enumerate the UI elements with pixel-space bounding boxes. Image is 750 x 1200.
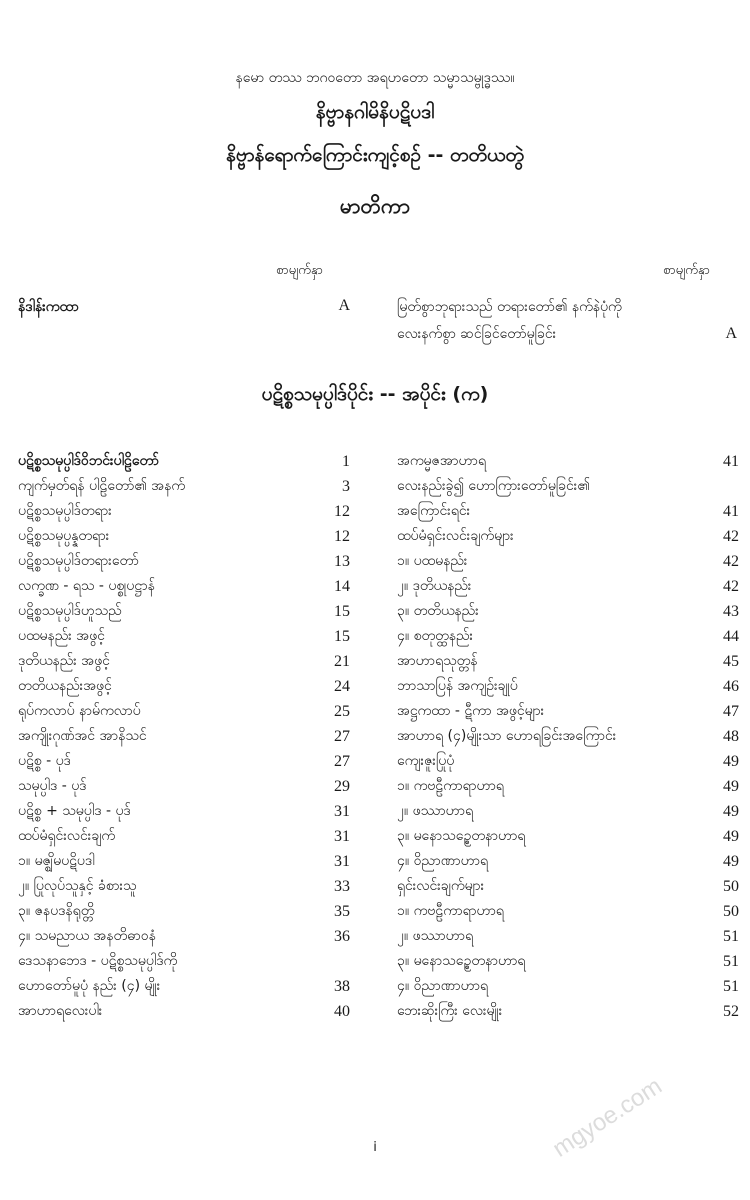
toc-entry: [18, 624, 350, 649]
toc-entry: [397, 724, 739, 749]
toc-entry-label: ပဋိစ္စသမုပ္ပါဒ်တရားတော်: [18, 553, 139, 569]
intro-right-line1: မြတ်စွာဘုရားသည် တရားတော်၏ နက်နဲပုံကို: [397, 299, 622, 315]
toc-entry-page: 31: [334, 803, 350, 820]
toc-entry-label: ကျေးဇူးပြုပုံ: [397, 753, 455, 769]
toc-entry-label: ရှင်းလင်းချက်များ: [397, 878, 485, 894]
intro-entry: [18, 297, 350, 322]
toc-entry: [397, 699, 739, 724]
contents-heading: မာတိကာ: [339, 194, 411, 218]
toc-entry-page: 25: [334, 703, 350, 720]
toc-entry-page: 51: [723, 953, 739, 970]
toc-entry-page: 3: [342, 478, 350, 495]
footer-page-number: i: [373, 1140, 377, 1155]
page-column-label-right: စာမျက်နှာ: [663, 263, 710, 278]
toc-entry-label: ၂။ ဒုတိယနည်း: [397, 578, 472, 594]
toc-entry-page: 50: [723, 903, 739, 920]
toc-entry-label: ရုပ်ကလာပ် နာမ်ကလာပ်: [18, 703, 141, 719]
toc-entry-label: ၄။ သမညာယ အနတိဓာဝနံ: [18, 928, 156, 944]
toc-entry-label: ဘာသာပြန် အကျဉ်းချုပ်: [397, 678, 518, 694]
toc-entry: [18, 949, 350, 974]
toc-entry-page: 36: [334, 928, 350, 945]
toc-entry-page: 44: [723, 628, 739, 645]
toc-entry-label: ၃။ မနောသဉ္စေတနာဟာရ: [397, 828, 526, 844]
intro-page: A: [338, 297, 350, 314]
toc-entry: [397, 499, 739, 524]
intro-right-entry: [397, 297, 737, 347]
toc-entry: [18, 899, 350, 924]
toc-entry-label: ပဋိစ္စသမုပ္ပန္နတရား: [18, 528, 110, 544]
section-heading: ပဋိစ္စသမုပ္ပါဒ်ပိုင်း -- အပိုင်း (က): [261, 383, 489, 405]
toc-entry: [397, 449, 739, 474]
toc-entry-page: 51: [723, 978, 739, 995]
toc-entry-page: 15: [334, 603, 350, 620]
toc-entry-page: 43: [723, 603, 739, 620]
toc-entry: [397, 599, 739, 624]
toc-entry-page: 29: [334, 778, 350, 795]
toc-entry: [18, 674, 350, 699]
toc-entry-label: ၁။ ပထမနည်း: [397, 553, 468, 569]
toc-entry-label: ၄။ ဝိညာဏာဟာရ: [397, 853, 489, 869]
toc-entry: [397, 574, 739, 599]
toc-entry-label: အဋ္ဌကထာ - ဋီကာ အဖွင့်များ: [397, 703, 545, 719]
toc-entry-page: 49: [723, 753, 739, 770]
toc-entry-page: 45: [723, 653, 739, 670]
toc-entry-label: ပဋိစ္စသမုပ္ပါဒ်ဟူသည်: [18, 603, 122, 619]
toc-entry-label: တတိယနည်းအဖွင့်: [18, 678, 112, 694]
toc-entry-page: 24: [334, 678, 350, 695]
toc-entry-label: လက္ခဏ - ရသ - ပစ္စုပဋ္ဌာန်: [18, 578, 155, 594]
toc-entry: [18, 849, 350, 874]
toc-entry-page: 42: [723, 578, 739, 595]
toc-entry: [397, 549, 739, 574]
toc-entry-label: ပဋိစ္စ + သမုပ္ပါဒ - ပုဒ်: [18, 803, 131, 819]
toc-entry-page: 27: [334, 753, 350, 770]
toc-entry-page: 35: [334, 903, 350, 920]
toc-entry-label: ဒုတိယနည်း အဖွင့်: [18, 653, 110, 669]
toc-entry: [18, 649, 350, 674]
toc-entry-label: ပဋိစ္စသမုပ္ပါဒ်တရား: [18, 503, 112, 519]
toc-entry-label: ပဋိစ္စ - ပုဒ်: [18, 753, 71, 769]
toc-entry: [18, 774, 350, 799]
toc-entry: [397, 849, 739, 874]
toc-entry-page: 46: [723, 678, 739, 695]
toc-entry-label: အကမ္မဇအာဟာရ: [397, 453, 486, 469]
toc-entry-label: ထပ်မံရှင်းလင်းချက်များ: [397, 528, 514, 544]
toc-entry: [18, 474, 350, 499]
toc-entry: [18, 699, 350, 724]
toc-entry-page: 38: [334, 978, 350, 995]
toc-entry: [18, 549, 350, 574]
toc-entry-page: 49: [723, 853, 739, 870]
toc-entry-label: အကျိုးဂုဏ်အင် အာနိသင်: [18, 728, 147, 744]
toc-entry: [18, 874, 350, 899]
toc-entry: [18, 749, 350, 774]
toc-entry-label: ၄။ ဝိညာဏာဟာရ: [397, 978, 489, 994]
book-title: နိဗ္ဗာနဂါမိနိပဋိပဒါ: [315, 101, 435, 123]
toc-entry-label: လေးနည်းခွဲ၍ ဟောကြားတော်မူခြင်း၏: [397, 478, 590, 494]
toc-entry: [18, 974, 350, 999]
toc-entry-label: ဒေသနာဘေဒ - ပဋိစ္စသမုပ္ပါဒ်ကို: [18, 953, 178, 969]
toc-entry: [397, 799, 739, 824]
toc-entry-page: 47: [723, 703, 739, 720]
toc-entry-page: 49: [723, 778, 739, 795]
toc-entry: [397, 999, 739, 1024]
toc-entry-label: ၂။ ဖဿာဟာရ: [397, 803, 474, 819]
intro-right-line2: လေးနက်စွာ ဆင်ခြင်တော်မူခြင်း: [397, 326, 557, 342]
book-subtitle: နိဗ္ဗာန်ရောက်ကြောင်းကျင့်စဉ် -- တတိယတွဲ: [226, 144, 524, 166]
toc-entry-label: ၃။ တတိယနည်း: [397, 603, 479, 619]
toc-entry-page: 21: [334, 653, 350, 670]
toc-entry-page: 31: [334, 853, 350, 870]
toc-entry-label: ထပ်မံရှင်းလင်းချက်: [18, 828, 116, 844]
toc-entry: [397, 924, 739, 949]
toc-entry-page: 31: [334, 828, 350, 845]
toc-entry: [397, 674, 739, 699]
toc-entry: [397, 949, 739, 974]
toc-entry-page: 49: [723, 828, 739, 845]
intro-right-page: A: [725, 325, 737, 342]
toc-entry-page: 12: [334, 503, 350, 520]
toc-entry: [397, 624, 739, 649]
toc-entry: [18, 799, 350, 824]
toc-entry: [18, 449, 350, 474]
toc-column-right: [397, 449, 739, 1024]
toc-entry-label: အကြောင်းရင်း: [397, 503, 471, 519]
toc-entry: [397, 649, 739, 674]
toc-entry: [18, 524, 350, 549]
toc-entry-page: 15: [334, 628, 350, 645]
toc-entry: [18, 824, 350, 849]
toc-entry-page: 27: [334, 728, 350, 745]
toc-entry: [397, 774, 739, 799]
toc-entry-label: ၁။ ကဗဠီကာရာဟာရ: [397, 778, 504, 794]
toc-entry-page: 33: [334, 878, 350, 895]
toc-entry: [18, 999, 350, 1024]
toc-entry: [397, 474, 739, 499]
toc-entry: [397, 824, 739, 849]
toc-column-left: [18, 449, 350, 1024]
toc-entry: [397, 974, 739, 999]
toc-entry-label: ပဋိစ္စသမုပ္ပါဒ်ဝိဘင်းပါဠိတော်: [18, 453, 159, 469]
toc-entry-label: အာဟာရလေးပါး: [18, 1003, 103, 1019]
toc-entry-page: 40: [334, 1003, 350, 1020]
toc-entry: [18, 599, 350, 624]
toc-entry-label: အာဟာရ (၄)မျိုးသာ ဟောရခြင်းအကြောင်း: [397, 728, 617, 744]
toc-entry-label: ၃။ ဇနပဒနိရုတ္တိ: [18, 903, 95, 919]
toc-entry-label: ပထမနည်း အဖွင့်: [18, 628, 105, 644]
toc-entry: [18, 574, 350, 599]
toc-entry-label: ၁။ မဇ္ဈိမပဋိပဒါ: [18, 853, 95, 869]
toc-entry-label: အာဟာရသုတ္တန်: [397, 653, 478, 669]
toc-entry: [18, 499, 350, 524]
intro-label: နိဒါန်းကထာ: [18, 299, 79, 315]
toc-entry-page: 14: [334, 578, 350, 595]
page-column-label-left: စာမျက်နှာ: [276, 263, 323, 278]
toc-entry-page: 48: [723, 728, 739, 745]
toc-entry-page: 49: [723, 803, 739, 820]
toc-entry-page: 52: [723, 1003, 739, 1020]
toc-entry: [397, 524, 739, 549]
toc-entry-page: 41: [723, 503, 739, 520]
toc-entry-page: 13: [334, 553, 350, 570]
toc-entry-label: သမုပ္ပါဒ - ပုဒ်: [18, 778, 87, 794]
invocation-line: နမော တဿ ဘဂဝတော အရဟတော သမ္မာသမ္ဗုဒ္ဓဿ။: [235, 70, 515, 86]
toc-entry: [397, 874, 739, 899]
toc-entry: [397, 749, 739, 774]
toc-entry-label: ၄။ စတုတ္ထနည်း: [397, 628, 474, 644]
toc-entry-page: 1: [342, 453, 350, 470]
toc-entry-page: 41: [723, 453, 739, 470]
toc-entry-label: ဘေးဆိုးကြီး လေးမျိုး: [397, 1003, 503, 1019]
toc-entry-label: ၂။ ပြုလုပ်သူနှင့် ခံစားသူ: [18, 878, 137, 894]
toc-entry: [397, 899, 739, 924]
toc-entry: [18, 724, 350, 749]
toc-entry-page: 51: [723, 928, 739, 945]
toc-entry-label: ဟောတော်မူပုံ နည်း (၄) မျိုး: [18, 978, 161, 994]
watermark: mgyoe.com: [548, 1072, 667, 1163]
toc-entry-page: 42: [723, 528, 739, 545]
toc-entry: [18, 924, 350, 949]
toc-entry-page: 50: [723, 878, 739, 895]
toc-entry-label: ၁။ ကဗဠီကာရာဟာရ: [397, 903, 504, 919]
toc-entry-page: 42: [723, 553, 739, 570]
toc-entry-label: ကျက်မှတ်ရန် ပါဠိတော်၏ အနက်: [18, 478, 186, 494]
toc-entry-label: ၃။ မနောသဉ္စေတနာဟာရ: [397, 953, 526, 969]
toc-entry-label: ၂။ ဖဿာဟာရ: [397, 928, 474, 944]
toc-entry-page: 12: [334, 528, 350, 545]
